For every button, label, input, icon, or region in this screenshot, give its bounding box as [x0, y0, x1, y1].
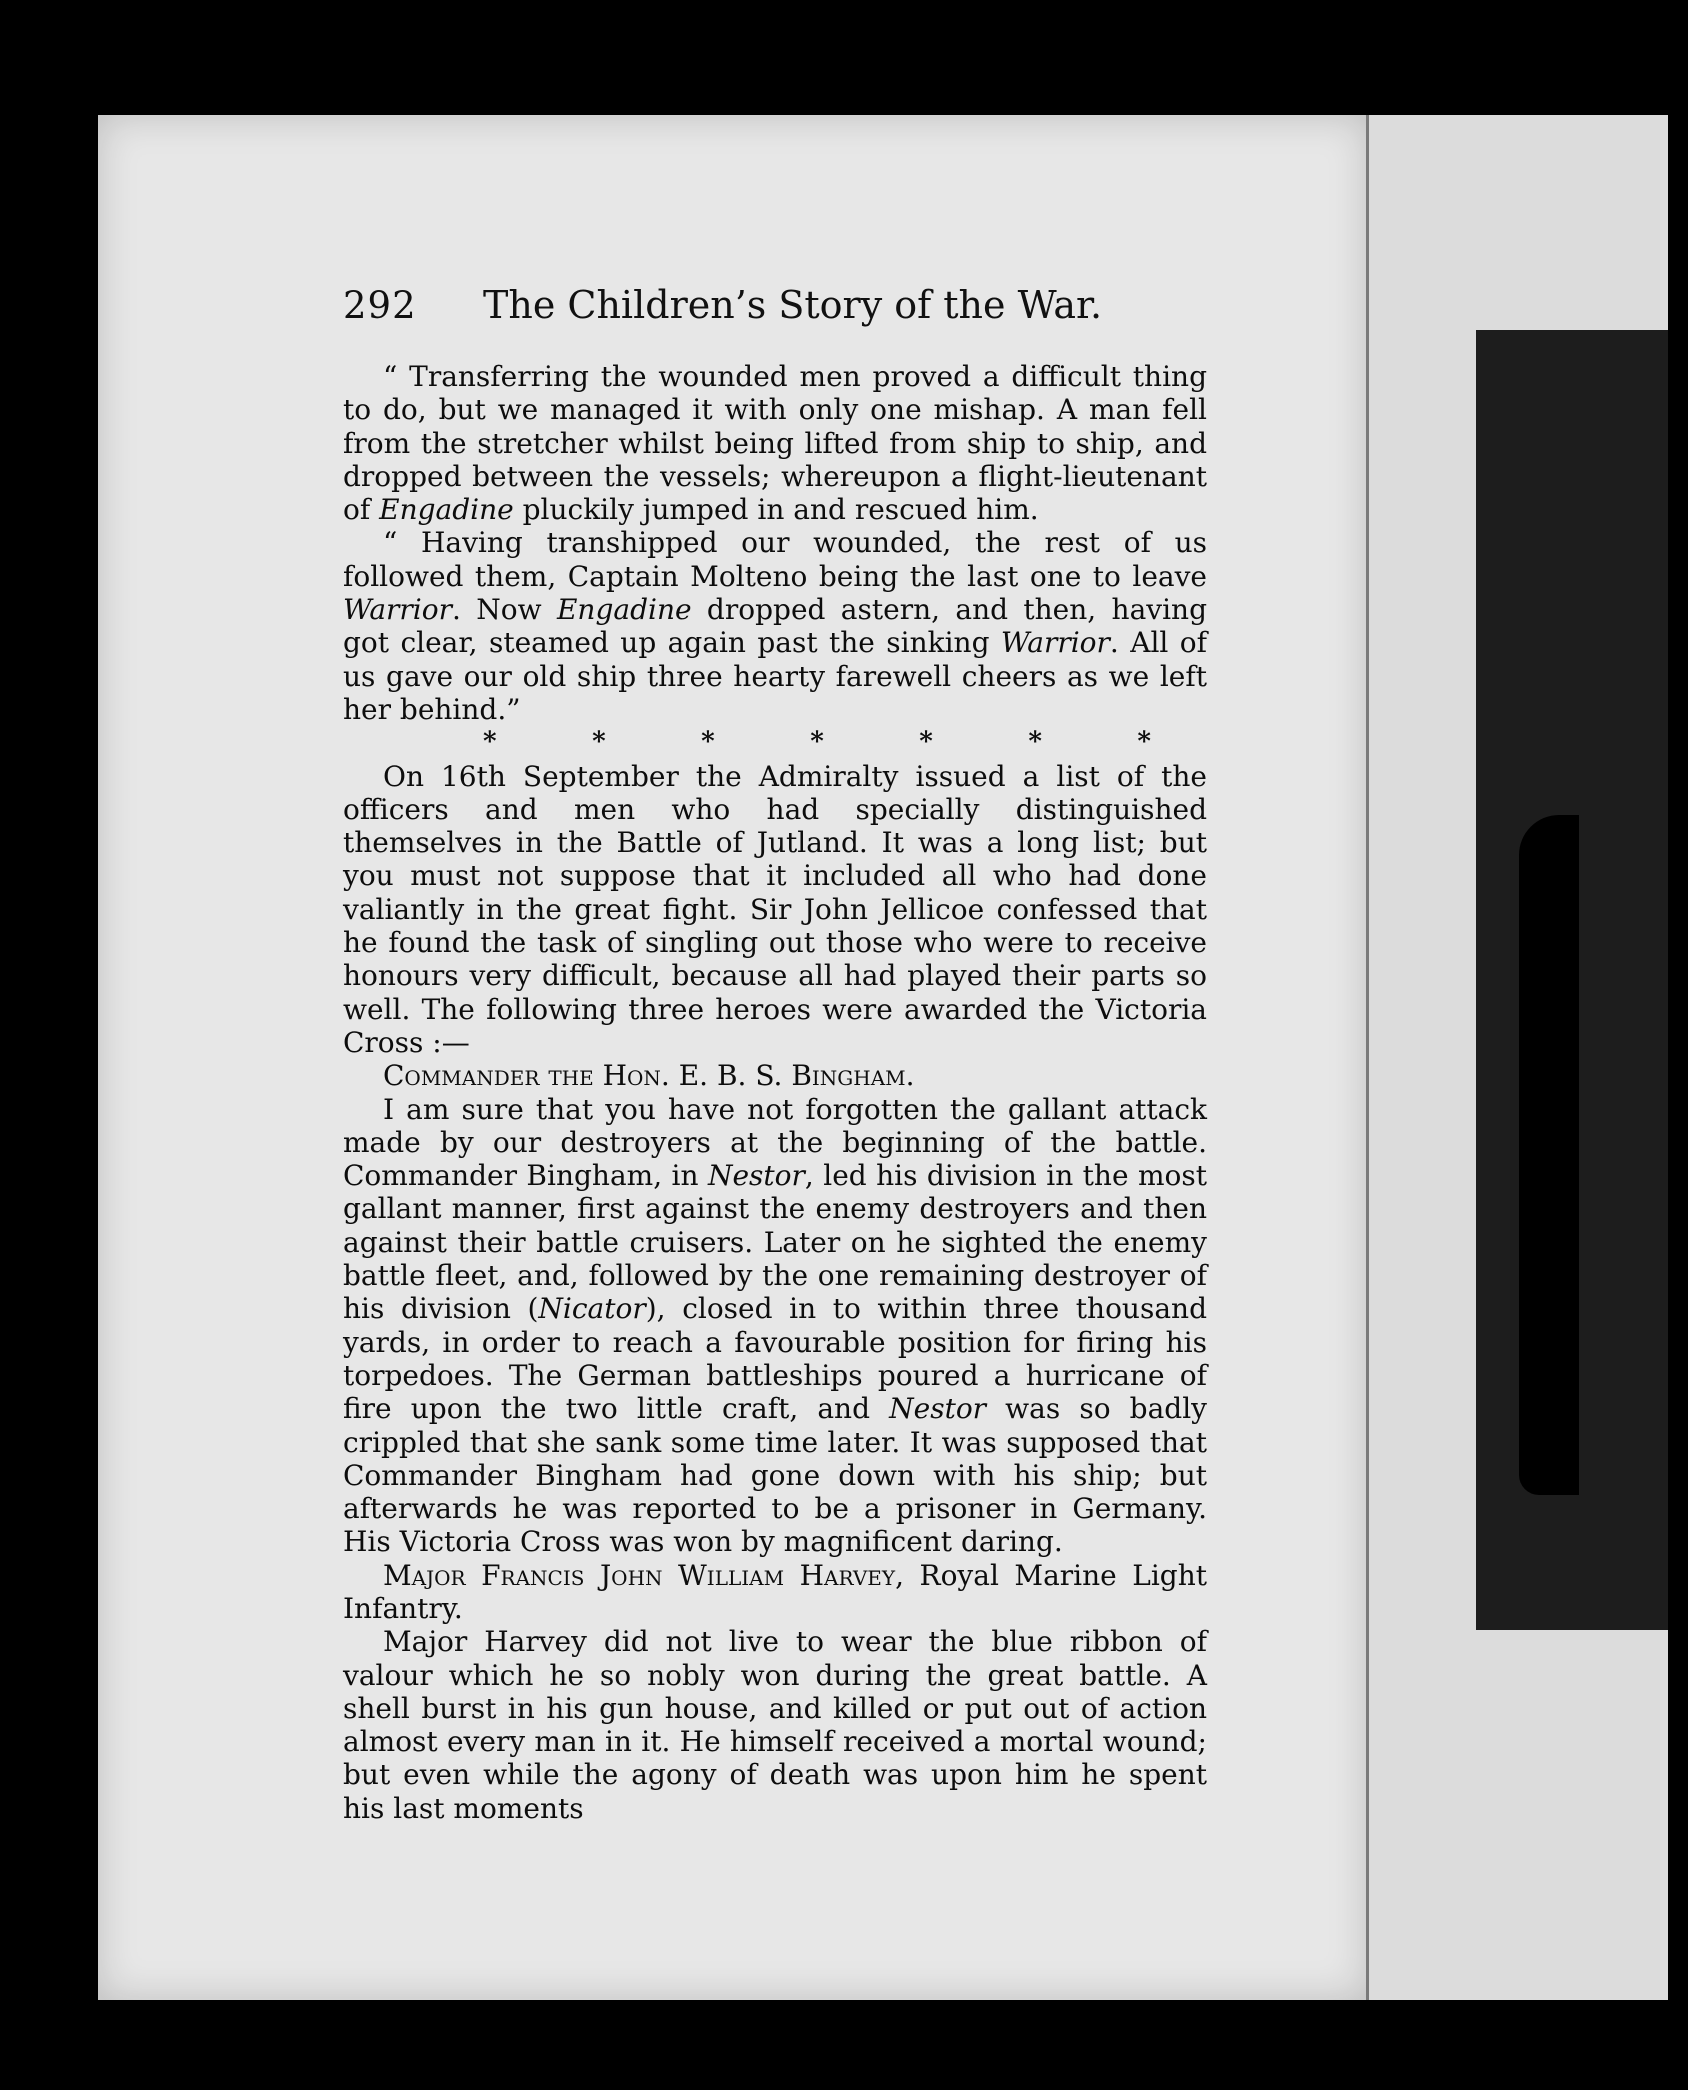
running-title: The Children’s Story of the War.: [483, 283, 1103, 327]
page-header: [343, 283, 1203, 343]
section-break-asterisks: [343, 726, 1207, 759]
asterisk: *: [1028, 727, 1042, 758]
ship-name: Nestor: [707, 1159, 805, 1193]
paragraph-admiralty-list: On 16th September the Admiralty issued a list of the officers and men who had specially distinguished themselves in the Battle of Jutland. It was a long list; but you must not suppose that it included all who had done valiantly in the great fight. Sir John Jellicoe confessed that he found the task of singling out those who were to receive honours very difficult, because all had played their parts so well. The following three heroes were awarded the Victoria Cross :—: [343, 759, 1207, 1059]
asterisk: *: [1137, 727, 1151, 758]
right-page: [1369, 115, 1668, 2000]
body-text: [343, 360, 1207, 1825]
asterisk: *: [810, 727, 824, 758]
plate-silhouette: [1519, 815, 1579, 1495]
asterisk: *: [701, 727, 715, 758]
ship-name: Engadine: [379, 493, 514, 527]
ship-name: Warrior: [1000, 626, 1110, 660]
ship-name: Nicator: [538, 1292, 646, 1326]
ship-name: Nestor: [889, 1392, 987, 1426]
paragraph-harvey: Major Harvey did not live to wear the blue ribbon of valour which he so nobly won during the great battle. A shell burst in his gun house, and killed or put out of action almost every man in it. He himself received a mortal wound; but even while the agony of death was upon him he spent his last moments: [343, 1625, 1207, 1825]
ship-name: Warrior: [343, 593, 453, 627]
page-number: 292: [343, 284, 417, 327]
asterisk: *: [483, 727, 497, 758]
asterisk: *: [919, 727, 933, 758]
paragraph-transhipped: “ Having transhipped our wounded, the rest of us followed them, Captain Molteno being the last one to leave Warrior. Now Engadine dropped astern, and then, having got clear, steamed up again past the sinking Warrior. All of us gave our old ship three hearty farewell cheers as we left her behind.”: [343, 526, 1208, 726]
asterisk: *: [592, 727, 606, 758]
paragraph-bingham: I am sure that you have not forgotten the gallant attack made by our destroyers at the beginning of the battle. Commander Bingham, in Nestor, led his division in the most gallant manner, first against the enemy destroyers and then against their battle cruisers. Later on he sighted the enemy battle fleet, and, followed by the one remaining destroyer of his division (Nicator), closed in to within three thousand yards, in order to reach a favourable position for firing his torpedoes. The German battleships poured a hurricane of fire upon the two little craft, and Nestor was so badly crippled that she sank some time later. It was supposed that Commander Bingham had gone down with his ship; but afterwards he was reported to be a prisoner in Germany. His Victoria Cross was won by magnificent daring.: [343, 1092, 1207, 1559]
paragraph-transferring-wounded: “ Transferring the wounded men proved a difficult thing to do, but we managed it with only one mishap. A man fell from the stretcher whilst being lifted from ship to ship, and dropped between the vessels; whereupon a flight-lieutenant of Engadine pluckily jumped in and rescued him.: [343, 360, 1207, 527]
heading-harvey: Major Francis John William Harvey, Royal Marine Light Infantry.: [343, 1558, 1207, 1625]
ship-name: Engadine: [556, 593, 692, 627]
heading-bingham: Commander the Hon. E. B. S. Bingham.: [383, 1059, 915, 1093]
